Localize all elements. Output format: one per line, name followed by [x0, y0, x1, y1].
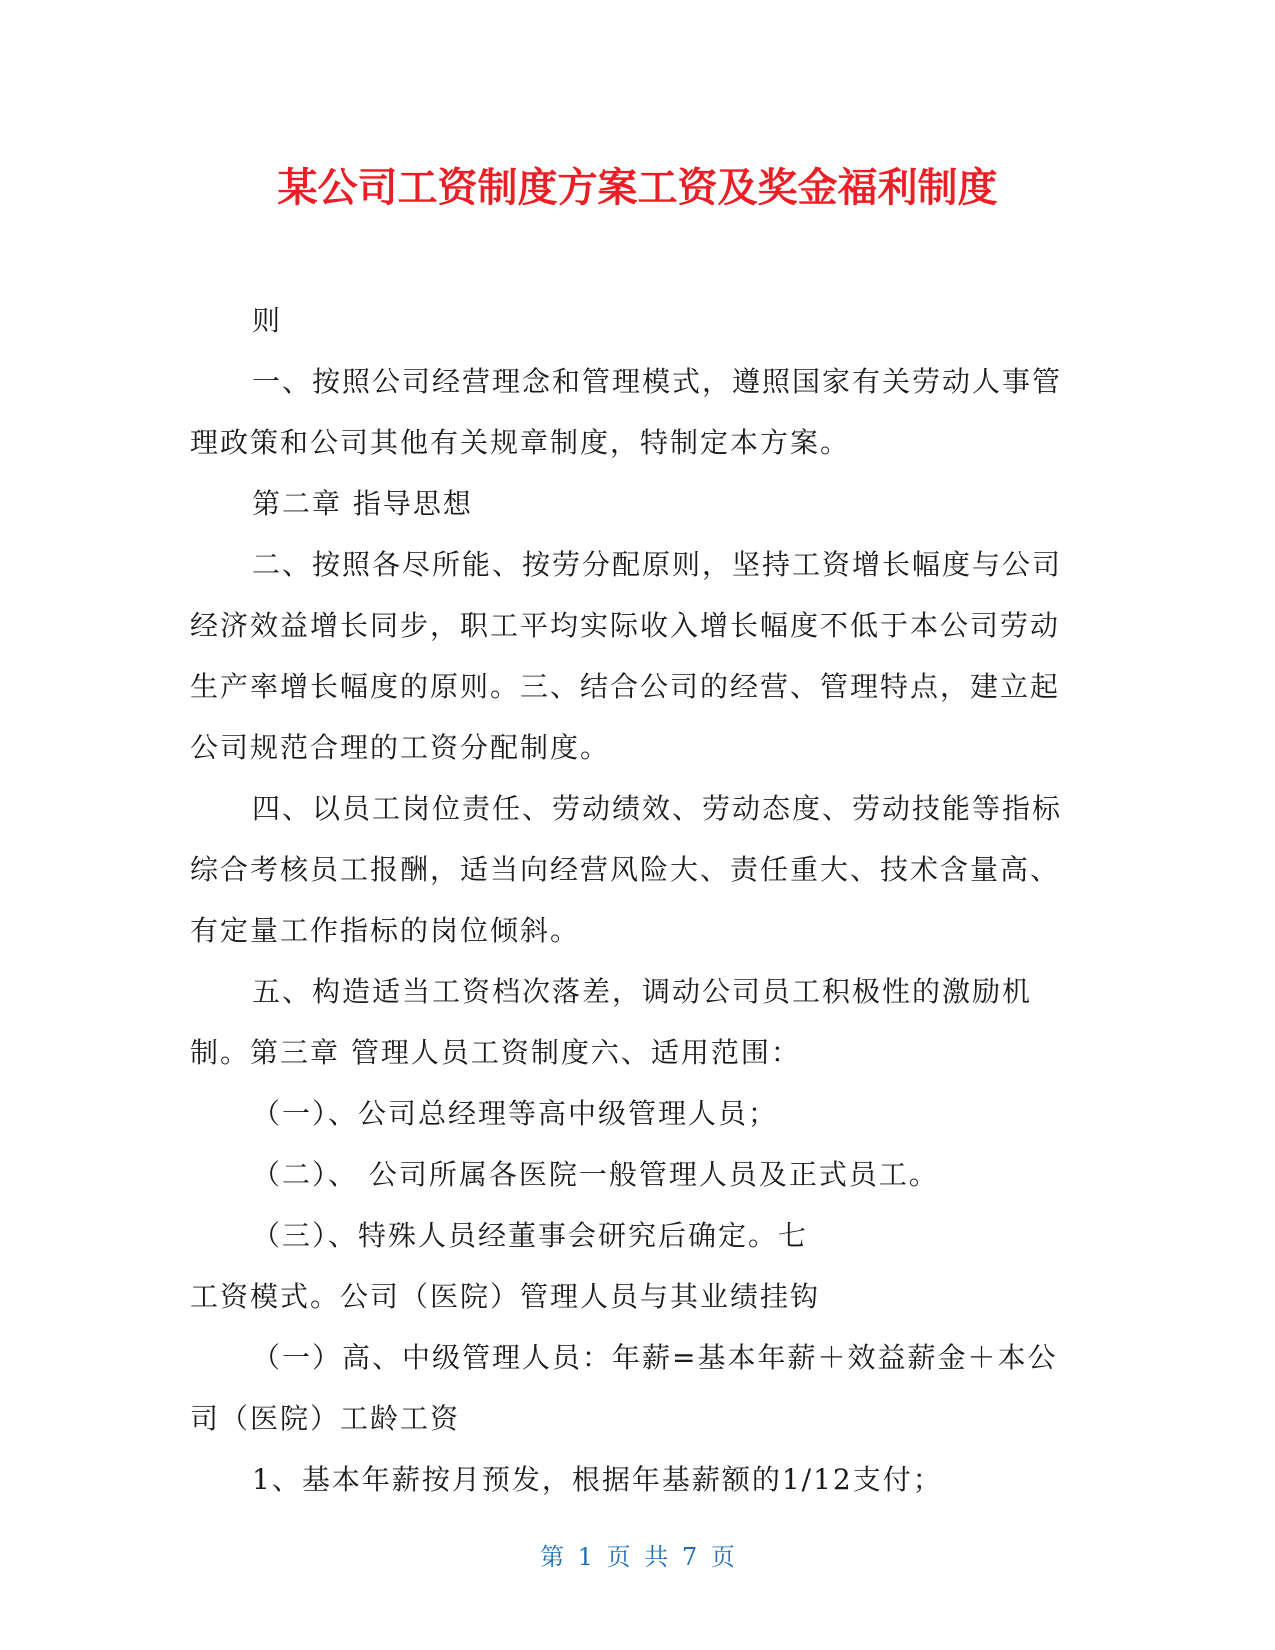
document-body — [190, 290, 1070, 1510]
chapter-heading-2: 第二章 指导思想 — [252, 487, 473, 520]
paragraph-base-salary: 1、基本年薪按月预发，根据年基薪额的1/12支付； — [252, 1463, 943, 1496]
scope-item-2: （二）、 公司所属各医院一般管理人员及正式员工。 — [252, 1158, 939, 1191]
paragraph-article-4: 四、以员工岗位责任、劳动绩效、劳动态度、劳动技能等指标综合考核员工报酬，适当向经营风险大、责任重大、技术含量高、有定量工作指标的岗位倾斜。 — [190, 792, 1063, 947]
scope-item-1: （一）、公司总经理等高中级管理人员； — [252, 1097, 779, 1130]
paragraph-article-1: 一、按照公司经营理念和管理模式，遵照国家有关劳动人事管理政策和公司其他有关规章制度，特制定本方案。 — [190, 365, 1063, 459]
document-title: 某公司工资制度方案工资及奖金福利制度 — [277, 165, 998, 211]
paragraph-article-2-3: 二、按照各尽所能、按劳分配原则，坚持工资增长幅度与公司经济效益增长同步，职工平均实际收入增长幅度不低于本公司劳动生产率增长幅度的原则。三、结合公司的经营、管理特点，建立起公司规范合理的工资分配制度。 — [190, 548, 1063, 764]
paragraph-salary-model: 工资模式。公司（医院）管理人员与其业绩挂钩 — [190, 1280, 821, 1313]
paragraph-senior-salary: （一）高、中级管理人员：年薪=基本年薪＋效益薪金＋本公司（医院）工龄工资 — [190, 1341, 1058, 1435]
paragraph-article-5: 五、构造适当工资档次落差，调动公司员工积极性的激励机制。第三章 管理人员工资制度六、适用范围： — [190, 975, 1033, 1069]
paragraph-intro: 则 — [252, 304, 283, 337]
scope-item-3: （三）、特殊人员经董事会研究后确定。七 — [252, 1219, 809, 1252]
page-number-footer: 第 1 页 共 7 页 — [540, 1543, 735, 1571]
